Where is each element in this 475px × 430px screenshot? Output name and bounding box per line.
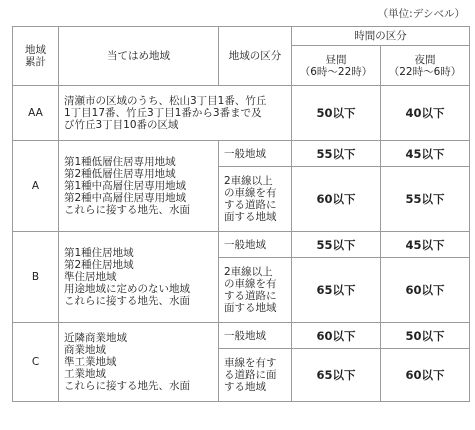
table-row — [13, 323, 470, 349]
area-cell: 近隣商業地域 商業地域 準工業地域 工業地域 これらに接する地先、水面 — [59, 323, 219, 402]
night-limit-cell: 60以下 — [381, 258, 470, 323]
header-night — [381, 46, 470, 86]
division-cell: 一般地域 — [219, 141, 292, 167]
table-row — [13, 86, 470, 141]
day-limit-cell: 60以下 — [292, 323, 381, 349]
night-limit-cell: 45以下 — [381, 232, 470, 258]
night-limit-cell: 45以下 — [381, 141, 470, 167]
day-limit-cell: 65以下 — [292, 258, 381, 323]
header-night-hours: （22時〜6時） — [388, 65, 462, 78]
header-night-label: 夜間 — [414, 53, 436, 66]
header-day-hours: （6時〜22時） — [299, 65, 373, 78]
header-day-label: 昼間 — [325, 53, 347, 66]
zone-class-cell: C — [13, 323, 59, 402]
night-limit-cell: 55以下 — [381, 167, 470, 232]
division-cell: 2車線以上 の車線を有 する道路に 面する地域 — [219, 167, 292, 232]
day-limit-cell: 55以下 — [292, 232, 381, 258]
day-limit-cell: 55以下 — [292, 141, 381, 167]
night-limit-cell: 50以下 — [381, 323, 470, 349]
header-day — [292, 46, 381, 86]
day-limit-cell: 50以下 — [292, 86, 381, 141]
header-area-division: 地域の区分 — [219, 27, 292, 86]
division-cell: 車線を有す る道路に面 する地域 — [219, 349, 292, 402]
unit-note: （単位:デシベル） — [377, 8, 465, 20]
night-limit-cell: 40以下 — [381, 86, 470, 141]
header-applicable-area: 当てはめ地域 — [59, 27, 219, 86]
table-row — [13, 141, 470, 167]
division-cell: 一般地域 — [219, 323, 292, 349]
day-limit-cell: 65以下 — [292, 349, 381, 402]
area-cell: 第1種低層住居専用地域 第2種低層住居専用地域 第1種中高層住居専用地域 第2種中高層住居専用地域 これらに接する地先、水面 — [59, 141, 219, 232]
day-limit-cell: 60以下 — [292, 167, 381, 232]
zone-class-cell: AA — [13, 86, 59, 141]
division-cell: 一般地域 — [219, 232, 292, 258]
header-time-division: 時間の区分 — [292, 27, 470, 46]
area-cell: 第1種住居地域 第2種住居地域 準住居地域 用途地域に定めのない地域 これらに接する地先、水面 — [59, 232, 219, 323]
area-cell: 清瀬市の区域のうち、松山3丁目1番、竹丘 1丁目17番、竹丘3丁目1番から3番まで及 び竹丘3丁目10番の区域 — [59, 86, 292, 141]
table-row — [13, 232, 470, 258]
header-zone-class: 地域 累計 — [13, 27, 59, 86]
noise-standard-table — [12, 26, 470, 402]
night-limit-cell: 60以下 — [381, 349, 470, 402]
zone-class-cell: A — [13, 141, 59, 232]
zone-class-cell: B — [13, 232, 59, 323]
division-cell: 2車線以上 の車線を有 する道路に 面する地域 — [219, 258, 292, 323]
